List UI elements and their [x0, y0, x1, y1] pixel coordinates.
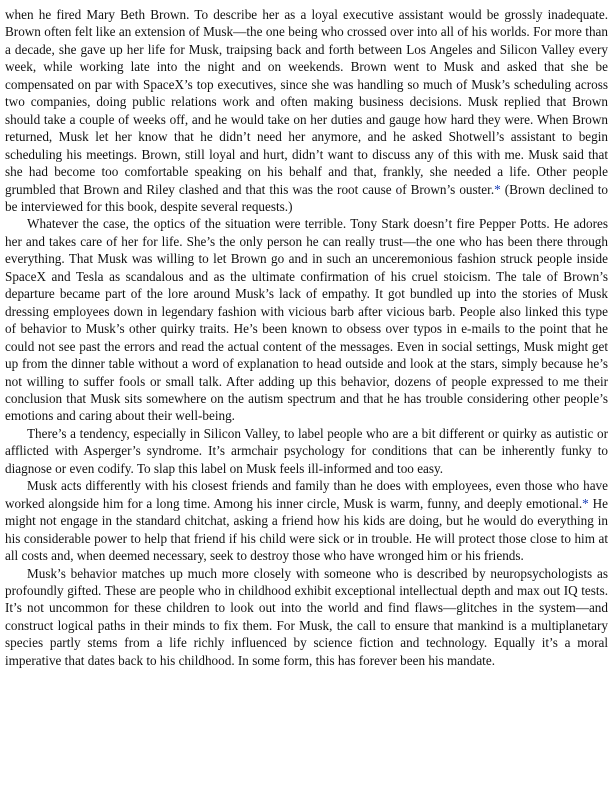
body-paragraph — [5, 565, 608, 670]
paragraph-text: There’s a tendency, especially in Silicon Valley, to label people who are a bit different or quirky as autistic or afflicted with Asperger’s syndrome. It’s armchair psychology for conditions that can be inherently funky to diagnose or even codify. To slap this label on Musk feels ill-informed and too easy. — [5, 425, 608, 476]
paragraph-text: when he fired Mary Beth Brown. To describe her as a loyal executive assistant would be grossly inadequate. Brown often felt like an extension of Musk—the one being who crossed over into all of his worlds. For more than a decade, she gave up her life for Musk, traipsing back and forth between Los Angeles and Silicon Valley every week, while working late into the night and on weekends. Brown went to Musk and asked that she be compensated on par with SpaceX’s top executives, since she was handling so much of Musk’s scheduling across two companies, doing public relations work and often making business decisions. Musk replied that Brown should take a couple of weeks off, and he would take on her duties and gauge how hard they were. When Brown returned, Musk let her know that he didn’t need her anymore, and he asked Shotwell’s assistant to begin scheduling his meetings. Brown, still loyal and hurt, didn’t want to discuss any of this with me. Musk said that she had become too comfortable speaking on his behalf and that, frankly, she needed a life. Other people grumbled that Brown and Riley clashed and that this was the root cause of Brown’s ouster. — [5, 7, 608, 197]
footnote-marker-link[interactable]: * — [494, 181, 501, 197]
body-paragraph — [5, 477, 608, 564]
paragraph-text: (Brown declined to be interviewed for this book, despite several requests.) — [5, 181, 608, 214]
body-paragraph — [5, 425, 608, 477]
paragraph-text: Musk’s behavior matches up much more closely with someone who is described by neuropsychologists as profoundly gifted. These are people who in childhood exhibit exceptional intellectual depth and max out IQ tests. It’s not uncommon for these children to look out into the world and find flaws—glitches in the system—and construct logical paths in their minds to fix them. For Musk, the call to ensure that mankind is a multiplanetary species partly stems from a life richly influenced by science fiction and technology. Equally it’s a moral imperative that dates back to his childhood. In some form, this has forever been his mandate. — [5, 565, 608, 668]
footnote-marker-link[interactable]: * — [582, 495, 589, 511]
paragraph-text: Whatever the case, the optics of the situation were terrible. Tony Stark doesn’t fire Pepper Potts. He adores her and takes care of her for life. She’s the only person he can really trust—the one who has been there through everything. That Musk was willing to let Brown go and in such an unceremonious fashion struck people inside SpaceX and Tesla as scandalous and as the ultimate confirmation of his cruel stoicism. The tale of Brown’s departure became part of the lore around Musk’s lack of empathy. It got bundled up into the stories of Musk dressing employees down in legendary fashion with vicious barb after vicious barb. People also linked this type of behavior to Musk’s other quirky traits. He’s been known to obsess over typos in e-mails to the point that he could not see past the errors and read the actual content of the messages. Even in social settings, Musk might get up from the dinner table without a word of explanation to head outside and look at the stars, simply because he’s not willing to suffer fools or small talk. After adding up this behavior, dozens of people expressed to me their conclusion that Musk sits somewhere on the autism spectrum and that he has trouble considering other people’s emotions and caring about their well-being. — [5, 216, 608, 424]
body-paragraph — [5, 215, 608, 424]
paragraph-text: Musk acts differently with his closest friends and family than he does with employees, even those who have worked alongside him for a long time. Among his inner circle, Musk is warm, funny, and deeply emotional. — [5, 478, 608, 511]
body-paragraph — [5, 6, 608, 215]
paragraph-text: He might not engage in the standard chitchat, asking a friend how his kids are doing, but he would do everything in his considerable power to help that friend if his child were sick or in trouble. He will protect those close to him at all costs and, when deemed necessary, seek to destroy those who have wronged him or his friends. — [5, 495, 608, 564]
book-page — [5, 6, 608, 669]
